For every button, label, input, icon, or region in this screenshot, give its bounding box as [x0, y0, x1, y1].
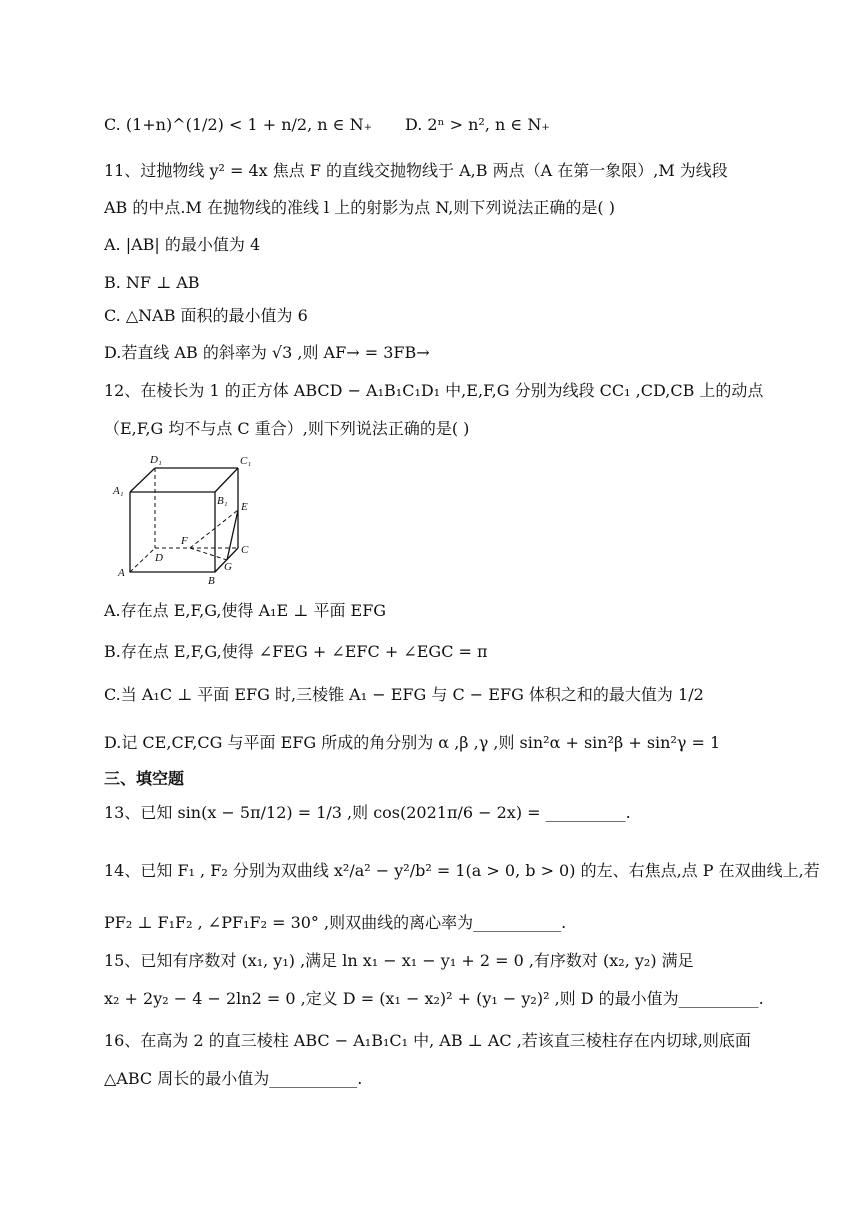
q16-line1: 16、在高为 2 的直三棱柱 ABC − A₁B₁C₁ 中, AB ⊥ AC ,若该直三棱柱存在内切球,则底面 [104, 1031, 751, 1050]
q11-option-a: A. |AB| 的最小值为 4 [104, 235, 261, 254]
label-a1: A₁ [113, 485, 124, 497]
q11-option-b: B. NF ⊥ AB [104, 273, 200, 292]
q12-option-c: C.当 A₁C ⊥ 平面 EFG 时,三棱锥 A₁ − EFG 与 C − EFG 体积之和的最大值为 1/2 [104, 685, 704, 704]
label-c: C [241, 544, 249, 556]
label-b1: B₁ [217, 495, 228, 507]
cube-figure [110, 450, 270, 590]
q13-text: 13、已知 sin(x − 5π/12) = 1/3 ,则 cos(2021π/6 − 2x) = __________. [104, 803, 631, 822]
q11-option-c: C. △NAB 面积的最小值为 6 [104, 306, 308, 325]
segment-fg-hidden [190, 548, 227, 560]
q15-line2: x₂ + 2y₂ − 4 − 2ln2 = 0 ,定义 D = (x₁ − x₂)² + (y₁ − y₂)² ,则 D 的最小值为__________. [104, 989, 764, 1008]
label-c1: C₁ [240, 455, 252, 467]
label-d1: D₁ [150, 454, 162, 466]
label-a: A [118, 567, 125, 579]
label-e: E [241, 501, 248, 513]
q12-option-a: A.存在点 E,F,G,使得 A₁E ⊥ 平面 EFG [104, 601, 387, 620]
q11-stem-line1: 11、过抛物线 y² = 4x 焦点 F 的直线交抛物线于 A,B 两点（A 在第一象限）,M 为线段 [104, 161, 728, 180]
q15-line1: 15、已知有序数对 (x₁, y₁) ,满足 ln x₁ − x₁ − y₁ + 2 = 0 ,有序数对 (x₂, y₂) 满足 [104, 951, 694, 970]
q12-stem-line1: 12、在棱长为 1 的正方体 ABCD − A₁B₁C₁D₁ 中,E,F,G 分别为线段 CC₁ ,CD,CB 上的动点 [104, 381, 764, 400]
label-d: D [155, 552, 163, 564]
q14-line1: 14、已知 F₁ , F₂ 分别为双曲线 x²/a² − y²/b² = 1(a > 0, b > 0) 的左、右焦点,点 P 在双曲线上,若 [104, 861, 820, 880]
cube-edge-ad-hidden [130, 548, 155, 572]
q16-line2: △ABC 周长的最小值为___________. [104, 1069, 363, 1088]
q12-option-d: D.记 CE,CF,CG 与平面 EFG 所成的角分别为 α ,β ,γ ,则 sin²α + sin²β + sin²γ = 1 [104, 733, 721, 752]
q11-option-d: D.若直线 AB 的斜率为 √3 ,则 AF→ = 3FB→ [104, 343, 430, 362]
label-b: B [208, 575, 215, 587]
label-f: F [181, 535, 188, 547]
section-title-fill-in: 三、填空题 [104, 769, 185, 788]
cube-edge-a1d1 [130, 468, 155, 492]
q12-stem-line2: （E,F,G 均不与点 C 重合）,则下列说法正确的是( ) [104, 419, 470, 438]
cube-edge-b1c1 [215, 468, 238, 492]
cube-diagram [110, 450, 270, 590]
q10-option-d: D. 2ⁿ > n², n ∈ N₊ [405, 115, 550, 134]
q11-stem-line2: AB 的中点.M 在抛物线的准线 l 上的射影为点 N,则下列说法正确的是( ) [104, 198, 615, 217]
q14-line2: PF₂ ⊥ F₁F₂ , ∠PF₁F₂ = 30° ,则双曲线的离心率为___________. [104, 913, 567, 932]
q12-option-b: B.存在点 E,F,G,使得 ∠FEG + ∠EFC + ∠EGC = π [104, 642, 488, 661]
label-g: G [224, 561, 232, 573]
q10-option-c: C. (1+n)^(1/2) < 1 + n/2, n ∈ N₊ [104, 115, 373, 134]
